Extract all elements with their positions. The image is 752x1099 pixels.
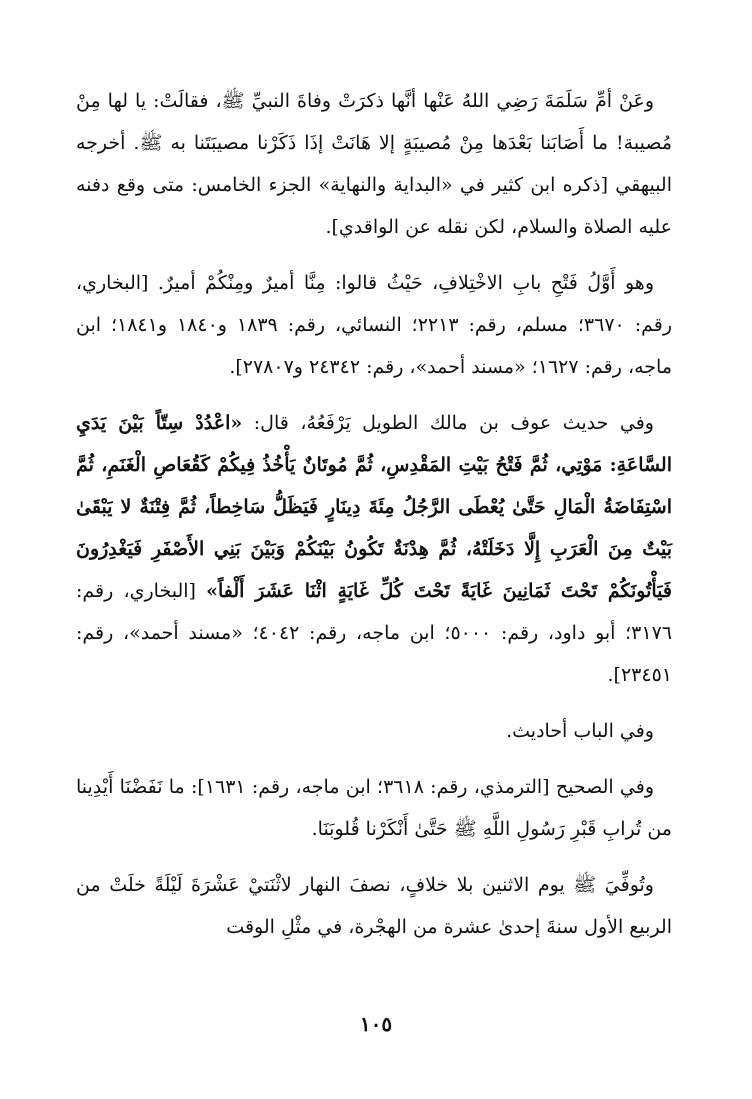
paragraph-awf-hadith xyxy=(76,402,672,696)
paragraph-death-date: وتُوفِّيَ ﷺ يوم الاثنين بلا خلافٍ، نصفَ النهار لاثْنَتيْ عَشْرَةَ لَيْلَةً خلَتْ من الربيع الأول سنةَ إحدىٰ عشرة من الهجْرة، في مثْلِ الوقت xyxy=(76,874,672,938)
hadith-citation: [البخاري، رقم: ٣١٧٦؛ أبو داود، رقم: ٥٠٠٠؛ ابن ماجه، رقم: ٤٠٤٢؛ «مسند أحمد»، رقم: ٢٣٤٥١]. xyxy=(76,580,672,686)
paragraph-other-hadiths: وفي الباب أحاديث. xyxy=(506,720,654,742)
page-number: ١٠٥ xyxy=(359,1012,393,1036)
paragraph-first-dispute: وهو أَوَّلُ فَتْحِ بابِ الاخْتِلافِ، حَيْثُ قالوا: مِنَّا أميرٌ ومِنْكُمْ أميرٌ. [البخاري، رقم: ٣٦٧٠؛ مسلم، رقم: ٢٢١٣؛ النسائي، رقم: ١٨٣٩ و١٨٤٠ و١٨٤١؛ ابن ماجه، رقم: ١٦٢٧؛ «مسند أحمد»، رقم: ٢٤٣٤٢ و٢٧٨٠٧]. xyxy=(76,272,672,378)
hadith-text: «اعْدُدْ سِتّاً بَيْنَ يَدَيِ السَّاعَةِ: مَوْتِي، ثُمَّ فَتْحُ بَيْتِ المَقْدِسِ، ثُمَّ مُوتَانٌ يَأْخُذُ فِيكُمْ كَقُعَاصِ الْغَنَمِ، ثُمَّ اسْتِفَاضَةُ الْمَالِ حَتَّىٰ يُعْطَى الرَّجُلُ مِئَةَ دِينَارٍ فَيَظَلُّ سَاخِطاً، ثُمَّ فِتْنَةٌ لا يَبْقَىٰ بَيْتٌ مِنَ الْعَرَبِ إِلَّا دَخَلَتْهُ، ثُمَّ هِدْنَةٌ تَكُونُ بَيْنَكُمْ وَبَيْنَ بَنِي الأَصْفَرِ فَيَغْدِرُونَ فَيَأْتُونَكُمْ تَحْتَ ثَمَانِينَ غَايَةً تَحْتَ كُلِّ غَايَةٍ اثْنَا عَشَرَ أَلْفاً» xyxy=(76,412,672,602)
paragraph-sahih: وفي الصحيح [الترمذي، رقم: ٣٦١٨؛ ابن ماجه، رقم: ١٦٣١]: ما نَفَضْنَا أَيْدِينا من تُرابِ قَبْرِ رَسُولِ اللَّهِ ﷺ حَتَّىٰ أَنْكَرْنا قُلوبَنَا. xyxy=(76,776,672,840)
page-body xyxy=(76,80,672,962)
paragraph-umm-salama: وعَنْ أمِّ سَلَمَةَ رَضِي اللهُ عَنْها أنَّها ذكرَتْ وفاةَ النبيِّ ﷺ، فقالَتْ: يا لها مِنْ مُصيبة! ما أَصَابَنا بَعْدَها مِنْ مُصيبَةٍ إلا هَانَتْ إذَا ذَكَرْنا مصيبَتَنا به ﷺ. أخرجه البيهقي [ذكره ابن كثير في «البداية والنهاية» الجزء الخامس: متى وقع دفنه عليه الصلاة والسلام، لكن نقله عن الواقدي]. xyxy=(76,90,672,238)
hadith-intro: وفي حديث عوف بن مالك الطويل يَرْفَعُهُ، قال: xyxy=(242,412,654,434)
